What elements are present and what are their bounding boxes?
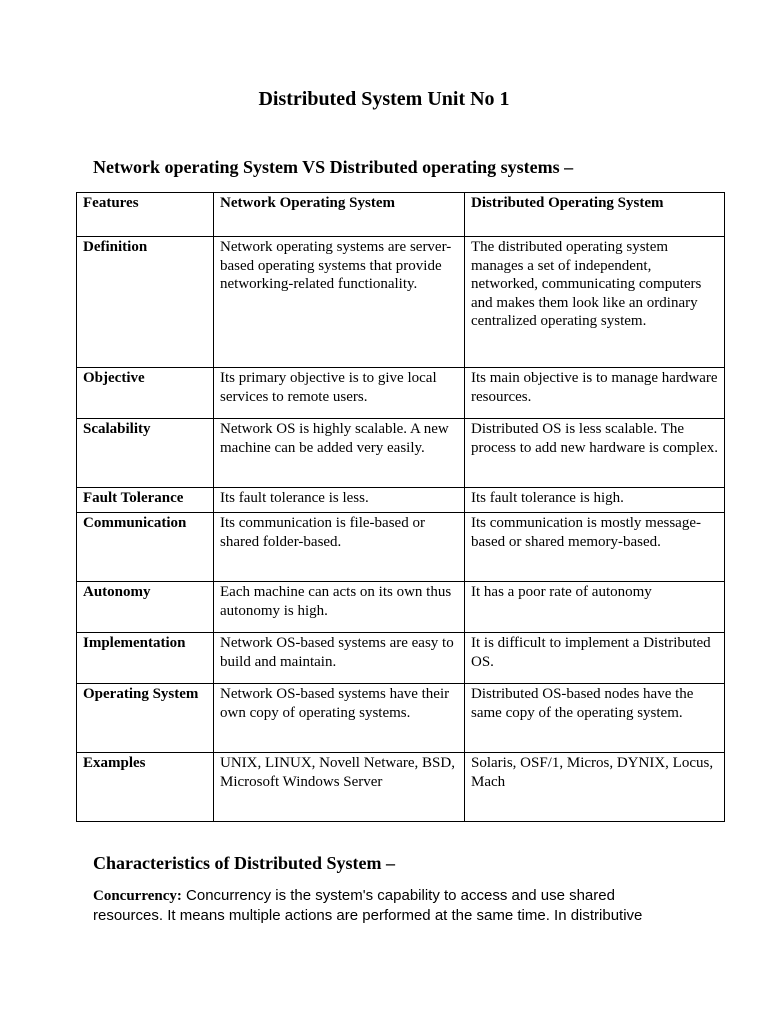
section-heading-characteristics: Characteristics of Distributed System – xyxy=(93,853,395,873)
concurrency-paragraph xyxy=(93,886,683,925)
distributed-os-cell: Its main objective is to manage hardware resources. xyxy=(465,368,725,419)
table-row xyxy=(77,419,725,488)
header-features: Features xyxy=(77,193,214,237)
section-heading-comparison: Network operating System VS Distributed operating systems – xyxy=(93,157,574,177)
feature-cell: Fault Tolerance xyxy=(77,488,214,513)
concurrency-text-line-1: Concurrency is the system's capability to access and use shared xyxy=(181,887,615,904)
comparison-table xyxy=(76,192,725,822)
table-row xyxy=(77,368,725,419)
feature-cell: Communication xyxy=(77,513,214,582)
feature-cell: Operating System xyxy=(77,684,214,753)
page-title: Distributed System Unit No 1 xyxy=(258,88,510,110)
feature-cell: Scalability xyxy=(77,419,214,488)
feature-cell: Examples xyxy=(77,753,214,822)
table-row xyxy=(77,684,725,753)
table-row xyxy=(77,237,725,368)
distributed-os-cell: Distributed OS is less scalable. The process to add new hardware is complex. xyxy=(465,419,725,488)
distributed-os-cell: Distributed OS-based nodes have the same copy of the operating system. xyxy=(465,684,725,753)
distributed-os-cell: Solaris, OSF/1, Micros, DYNIX, Locus, Mach xyxy=(465,753,725,822)
network-os-cell: Its communication is file-based or shared folder-based. xyxy=(214,513,465,582)
distributed-os-cell: It is difficult to implement a Distributed OS. xyxy=(465,633,725,684)
table-row xyxy=(77,582,725,633)
table-row xyxy=(77,753,725,822)
table-row xyxy=(77,513,725,582)
network-os-cell: Network OS is highly scalable. A new machine can be added very easily. xyxy=(214,419,465,488)
network-os-cell: Network OS-based systems are easy to build and maintain. xyxy=(214,633,465,684)
paragraph-line xyxy=(93,886,683,906)
header-distributed-os: Distributed Operating System xyxy=(465,193,725,237)
network-os-cell: UNIX, LINUX, Novell Netware, BSD, Microsoft Windows Server xyxy=(214,753,465,822)
distributed-os-cell: Its fault tolerance is high. xyxy=(465,488,725,513)
distributed-os-cell: Its communication is mostly message-based or shared memory-based. xyxy=(465,513,725,582)
header-network-os: Network Operating System xyxy=(214,193,465,237)
network-os-cell: Network OS-based systems have their own copy of operating systems. xyxy=(214,684,465,753)
feature-cell: Implementation xyxy=(77,633,214,684)
feature-cell: Autonomy xyxy=(77,582,214,633)
network-os-cell: Its fault tolerance is less. xyxy=(214,488,465,513)
feature-cell: Objective xyxy=(77,368,214,419)
distributed-os-cell: The distributed operating system manages a set of independent, networked, communicating computers and makes them look like an ordinary centralized operating system. xyxy=(465,237,725,368)
table-header-row xyxy=(77,193,725,237)
network-os-cell: Each machine can acts on its own thus autonomy is high. xyxy=(214,582,465,633)
feature-cell: Definition xyxy=(77,237,214,368)
distributed-os-cell: It has a poor rate of autonomy xyxy=(465,582,725,633)
table-row xyxy=(77,488,725,513)
concurrency-label: Concurrency: xyxy=(93,888,182,904)
concurrency-text-line-2: resources. It means multiple actions are performed at the same time. In distributive xyxy=(93,907,643,924)
table-row xyxy=(77,633,725,684)
network-os-cell: Network operating systems are server-based operating systems that provide networking-related functionality. xyxy=(214,237,465,368)
network-os-cell: Its primary objective is to give local services to remote users. xyxy=(214,368,465,419)
